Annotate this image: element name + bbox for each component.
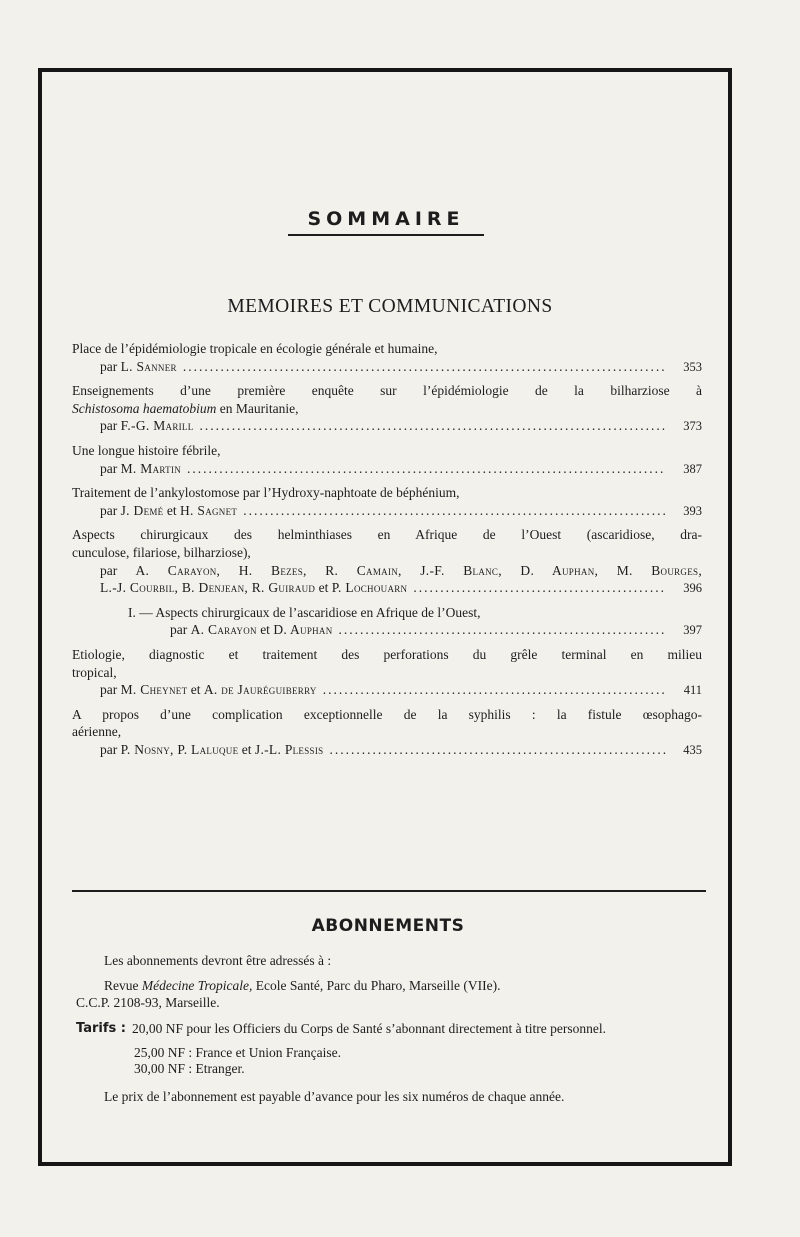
entry-title: I. — Aspects chirurgicaux de l’ascaridiose en Afrique de l’Ouest, <box>128 604 481 620</box>
tarifs-row <box>76 1020 700 1037</box>
toc-entry-2 <box>72 382 702 436</box>
toc-entry-6 <box>72 604 702 640</box>
abonnements-heading: ABONNEMENTS <box>311 916 465 936</box>
page-number: 435 <box>683 742 702 757</box>
page-number: 373 <box>683 419 702 434</box>
page-number: 393 <box>683 503 702 518</box>
tarifs-label: Tarifs : <box>76 1020 126 1036</box>
section-divider <box>72 890 706 892</box>
section-title: MEMOIRES ET COMMUNICATIONS <box>227 296 553 317</box>
page-number: 387 <box>683 461 702 476</box>
entry-authors: par M. Martin <box>100 460 182 476</box>
leader-dots <box>243 502 666 520</box>
leader-dots <box>323 681 666 699</box>
entry-byline <box>72 417 702 436</box>
entry-authors: par P. Nosny, P. Laluque et J.-L. Plessis <box>100 741 324 757</box>
price-france: 25,00 NF : France et Union Française. <box>134 1044 341 1060</box>
entry-authors: par J. Demé et H. Sagnet <box>100 502 238 518</box>
entry-title-continued: cunculose, filariose, bilharziose), <box>72 544 251 560</box>
entry-authors-line-1: par A. Carayon, H. Bezes, R. Camain, J.-F. Blanc, D. Auphan, M. Bourges, <box>100 562 703 578</box>
ccp-number: C.C.P. 2108-93, Marseille. <box>76 995 220 1011</box>
toc-entry-1 <box>72 340 702 376</box>
abonnements-intro: Les abonnements devront être adressés à : <box>104 953 332 968</box>
entry-title-continued: tropical, <box>72 664 117 680</box>
page-number: 411 <box>683 683 702 698</box>
leader-dots <box>339 621 666 639</box>
entry-authors: L.-J. Courbil, B. Denjean, R. Guiraud et P. Lochouarn <box>100 580 408 596</box>
entry-authors: par A. Carayon et D. Auphan <box>170 622 333 638</box>
entry-byline <box>72 579 702 598</box>
tarifs-text: 20,00 NF pour les Officiers du Corps de Santé s’abonnant directement à titre personnel. <box>131 1020 606 1036</box>
leader-dots <box>329 741 666 759</box>
abonnements-section <box>76 952 700 1113</box>
revue-address: Revue Médecine Tropicale, Ecole Santé, Parc du Pharo, Marseille (VIIe). <box>104 978 501 994</box>
toc-entry-8 <box>72 706 702 760</box>
entry-title: Etiologie, diagnostic et traitement des perforations du grêle terminal en milieu <box>72 646 702 662</box>
entry-title: A propos d’une complication exceptionnelle de la syphilis : la fistule œsophago- <box>72 706 702 722</box>
entry-title: Place de l’épidémiologie tropicale en écologie générale et humaine, <box>72 341 438 356</box>
entry-byline <box>72 621 702 640</box>
page-number: 353 <box>683 359 702 374</box>
table-of-contents <box>72 340 702 765</box>
payment-terms: Le prix de l’abonnement est payable d’avance pour les six numéros de chaque année. <box>104 1088 565 1104</box>
leader-dots <box>413 579 666 597</box>
entry-byline <box>72 741 702 760</box>
entry-title: Enseignements d’une première enquête sur l’épidémiologie de la bilharziose à <box>72 383 702 399</box>
entry-title: Aspects chirurgicaux des helminthiases en Afrique de l’Ouest (ascaridiose, dra- <box>72 527 702 543</box>
entry-byline <box>72 460 702 479</box>
toc-entry-4 <box>72 484 702 520</box>
entry-title-continued: aérienne, <box>72 724 122 740</box>
page-number: 397 <box>683 623 702 638</box>
entry-authors: par L. Sanner <box>100 358 177 374</box>
leader-dots <box>187 460 666 478</box>
leader-dots <box>183 358 666 376</box>
page-number: 396 <box>683 581 702 596</box>
sommaire-heading: SOMMAIRE <box>307 208 465 230</box>
entry-byline <box>72 681 702 700</box>
entry-authors: par F.-G. Marill <box>100 418 194 434</box>
toc-entry-7 <box>72 646 702 700</box>
entry-authors: par M. Cheynet et A. de Jauréguiberry <box>100 682 317 698</box>
toc-entry-3 <box>72 442 702 478</box>
entry-byline <box>72 502 702 521</box>
sommaire-underline <box>288 234 484 236</box>
entry-title: Une longue histoire fébrile, <box>72 442 221 458</box>
entry-title-continued: Schistosoma haematobium en Mauritanie, <box>72 400 299 416</box>
entry-byline <box>72 358 702 377</box>
toc-entry-5 <box>72 526 702 597</box>
price-etranger: 30,00 NF : Etranger. <box>134 1061 245 1077</box>
leader-dots <box>200 417 666 435</box>
entry-title: Traitement de l’ankylostomose par l’Hydroxy-naphtoate de béphénium, <box>72 485 460 501</box>
